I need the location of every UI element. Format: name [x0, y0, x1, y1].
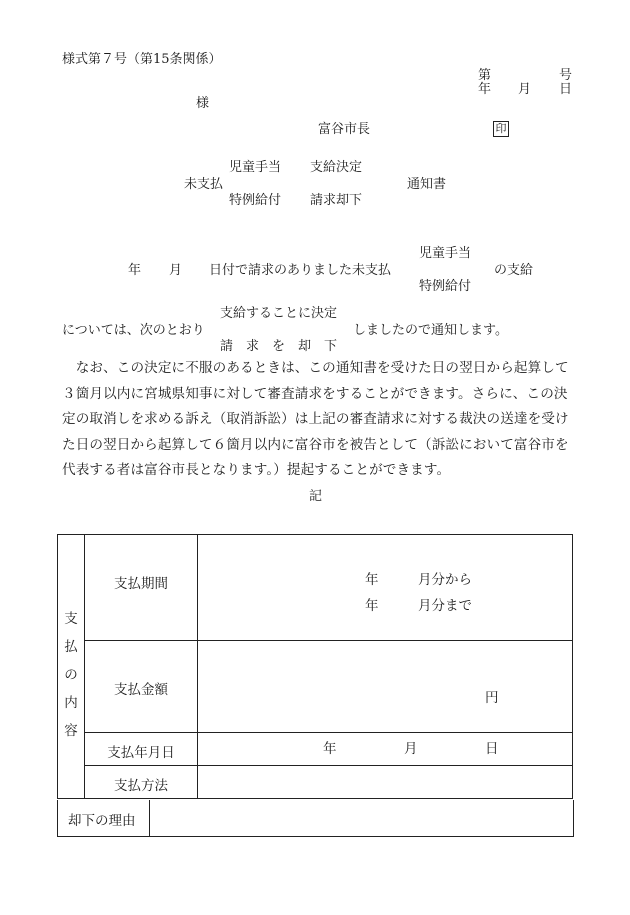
form-number: 様式第７号（第15条関係）	[62, 52, 222, 67]
payment-amount-label: 支払金額	[85, 641, 198, 733]
payment-period-field[interactable]: 年 月分から 年 月分まで	[198, 535, 573, 641]
title-unpaid: 未支払	[184, 177, 224, 192]
doc-number-prefix: 第	[478, 68, 492, 83]
payment-content-side-label: 支 払 の 内 容	[58, 535, 85, 799]
payment-period-label: 支払期間	[85, 535, 198, 641]
rejection-reason-label-cell	[58, 800, 150, 836]
body1-month: 月	[169, 263, 183, 278]
title-option-special-benefit: 特例給付	[229, 193, 282, 208]
payment-date-label: 支払年月日	[85, 733, 198, 766]
body2-option-reject-claim: 請 求 を 却 下	[220, 339, 338, 354]
seal-icon: 印	[493, 121, 509, 137]
body1-option-child-allowance: 児童手当	[419, 246, 472, 261]
payment-date-field[interactable]: 年 月 日	[198, 733, 573, 766]
body1-text: 日付で請求のありました未支払	[209, 263, 392, 278]
ki-heading: 記	[309, 489, 323, 504]
date-year: 年	[478, 82, 492, 97]
seal-mark	[493, 121, 509, 137]
date-day: 日	[559, 82, 573, 97]
payment-amount-field[interactable]: 円	[198, 641, 573, 733]
title-option-payment-decision: 支給決定	[310, 160, 363, 175]
rejection-reason-field[interactable]	[150, 800, 573, 836]
body1-option-special-benefit: 特例給付	[419, 279, 472, 294]
body2-suffix: しましたので通知します。	[353, 323, 508, 338]
rejection-reason-label: 却下の理由	[68, 813, 136, 829]
rejection-reason-row	[57, 800, 574, 837]
title-option-claim-rejection: 請求却下	[310, 193, 363, 208]
body1-suffix: の支給	[494, 263, 534, 278]
addressee-suffix: 様	[196, 96, 210, 111]
doc-number-suffix: 号	[559, 68, 573, 83]
title-notice: 通知書	[407, 177, 447, 192]
issuer-name: 富谷市長	[318, 122, 371, 137]
payment-details-table	[57, 534, 573, 799]
title-option-child-allowance: 児童手当	[229, 160, 282, 175]
body1-year: 年	[128, 263, 142, 278]
body2-prefix: については、次のとおり	[62, 323, 205, 338]
payment-method-label: 支払方法	[85, 766, 198, 799]
payment-method-field[interactable]	[198, 766, 573, 799]
appeal-notice: なお、この決定に不服のあるときは、この通知書を受けた日の翌日から起算して３箇月以内に宮城県知事に対して審査請求をすることができます。さらに、この決定の取消しを求める訴え（取消訴訟）は上記の審査請求に対する裁決の送達を受けた日の翌日から起算して６箇月以内に富谷市を被告として（訴訟において富谷市を代表する者は富谷市長となります。）提起することができます。	[62, 360, 569, 478]
body2-option-decide-payment: 支給することに決定	[220, 306, 338, 321]
date-month: 月	[518, 82, 532, 97]
